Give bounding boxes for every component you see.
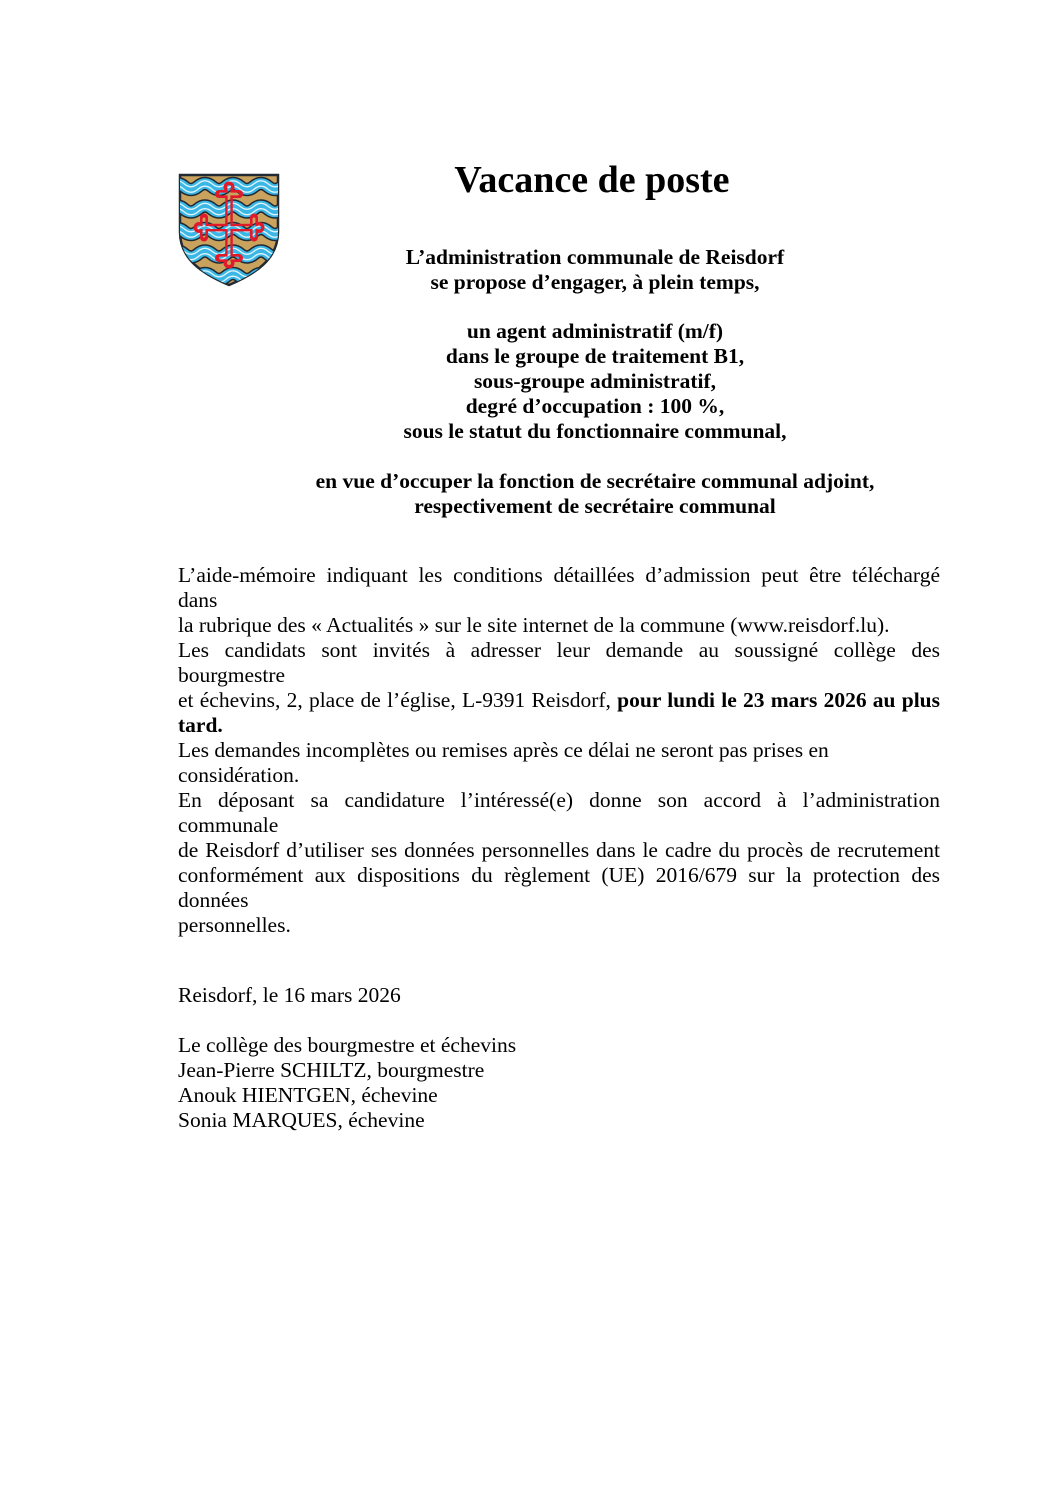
position-block	[178, 319, 1012, 444]
paragraph-4	[178, 788, 940, 938]
text-line	[178, 713, 940, 738]
text-line: Les candidats sont invités à adresser leur demande au soussigné collège des bourgmestre	[178, 638, 940, 687]
position-line: sous-groupe administratif,	[473, 369, 717, 393]
signature-line: Jean-Pierre SCHILTZ, bourgmestre	[178, 1058, 485, 1082]
paragraph-2	[178, 638, 940, 738]
position-line: degré d’occupation : 100 %,	[465, 394, 725, 418]
deadline-bold-text: pour lundi le 23 mars 2026 au plus	[617, 688, 941, 712]
page-title: Vacance de poste	[454, 159, 730, 201]
text-line	[178, 688, 940, 713]
intro-line: L’administration communale de Reisdorf	[405, 245, 785, 269]
signature-line: Sonia MARQUES, échevine	[178, 1108, 425, 1132]
text-line: la rubrique des « Actualités » sur le site internet de la commune (www.reisdorf.lu).	[178, 613, 890, 637]
position-line: un agent administratif (m/f)	[466, 319, 724, 343]
text-line: En déposant sa candidature l’intéressé(e) donne son accord à l’administration communale	[178, 788, 940, 837]
paragraph-1	[178, 563, 940, 638]
function-line: respectivement de secrétaire communal	[414, 494, 776, 518]
paragraph-3	[178, 738, 940, 788]
text-line: L’aide-mémoire indiquant les conditions détaillées d’admission peut être téléchargé dans	[178, 563, 940, 612]
deadline-bold-text: tard.	[178, 713, 223, 737]
text-line: conformément aux dispositions du règlement (UE) 2016/679 sur la protection des données	[178, 863, 940, 912]
intro-line: se propose d’engager, à plein temps,	[430, 270, 760, 294]
position-line: sous le statut du fonctionnaire communal,	[403, 419, 787, 443]
text-line: de Reisdorf d’utiliser ses données personnelles dans le cadre du procès de recrutement	[178, 838, 940, 862]
text-segment: et échevins, 2, place de l’église, L-9391 Reisdorf,	[178, 688, 618, 712]
text-line: personnelles.	[178, 913, 291, 937]
signature-line: Le collège des bourgmestre et échevins	[178, 1033, 517, 1057]
signature-block	[178, 1033, 940, 1133]
date-line: Reisdorf, le 16 mars 2026	[178, 983, 401, 1007]
text-line: Les demandes incomplètes ou remises après ce délai ne seront pas prises en considération.	[178, 738, 829, 787]
function-line: en vue d’occuper la fonction de secrétaire communal adjoint,	[315, 469, 875, 493]
position-line: dans le groupe de traitement B1,	[445, 344, 745, 368]
function-block	[178, 469, 1012, 519]
intro-block	[178, 245, 1012, 295]
signature-line: Anouk HIENTGEN, échevine	[178, 1083, 438, 1107]
